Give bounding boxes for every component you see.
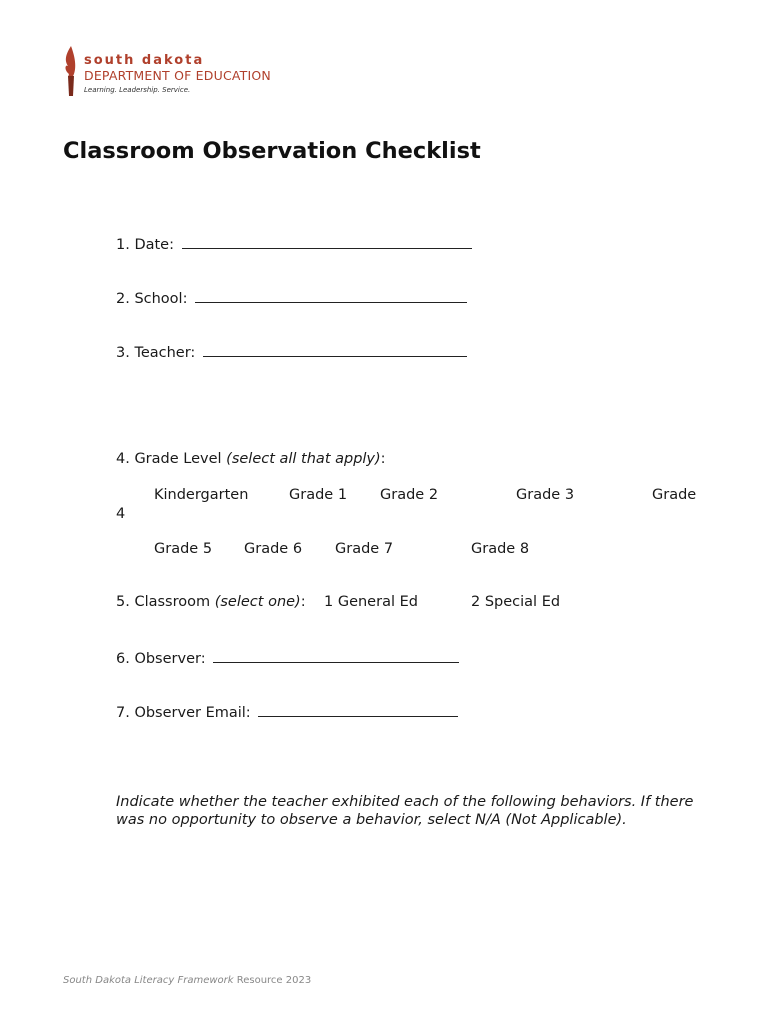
- option-grade-5[interactable]: Grade 5: [154, 541, 213, 557]
- observer-field[interactable]: [213, 648, 459, 663]
- option-grade-4[interactable]: Grade: [652, 487, 697, 503]
- school-row: [116, 288, 467, 308]
- teacher-row: [116, 342, 467, 362]
- classroom-colon: :: [300, 594, 306, 610]
- date-field[interactable]: [182, 234, 472, 249]
- teacher-label: 3. Teacher:: [116, 345, 196, 361]
- teacher-field[interactable]: [203, 342, 467, 357]
- logo-line-1: south dakota: [84, 53, 205, 68]
- grade-level-colon: :: [380, 451, 386, 467]
- school-field[interactable]: [195, 288, 467, 303]
- option-grade-4-number[interactable]: 4: [116, 506, 126, 522]
- footer: [63, 975, 311, 986]
- observer-email-label: 7. Observer Email:: [116, 705, 251, 721]
- observer-email-row: [116, 702, 458, 722]
- school-label: 2. School:: [116, 291, 188, 307]
- option-general-ed[interactable]: 1 General Ed: [324, 594, 418, 610]
- grade-level-label: 4. Grade Level: [116, 451, 227, 467]
- option-grade-1[interactable]: Grade 1: [289, 487, 348, 503]
- option-special-ed[interactable]: 2 Special Ed: [471, 594, 561, 610]
- classroom-label: 5. Classroom: [116, 594, 215, 610]
- page-title: Classroom Observation Checklist: [63, 138, 481, 164]
- logo-tagline: Learning. Leadership. Service.: [84, 86, 191, 94]
- grade-level-hint: (select all that apply): [226, 451, 381, 467]
- footer-framework: South Dakota Literacy Framework: [63, 975, 234, 986]
- grade-level-row: [116, 450, 386, 468]
- observer-label: 6. Observer:: [116, 651, 206, 667]
- option-grade-2[interactable]: Grade 2: [380, 487, 439, 503]
- option-grade-6[interactable]: Grade 6: [244, 541, 303, 557]
- sd-doe-logo: [62, 44, 302, 98]
- footer-resource: Resource 2023: [233, 975, 312, 986]
- torch-flame-icon: [62, 44, 80, 98]
- observer-row: [116, 648, 459, 668]
- logo-line-2: DEPARTMENT OF EDUCATION: [84, 68, 271, 83]
- date-row: [116, 234, 472, 254]
- classroom-hint: (select one): [214, 594, 301, 610]
- option-kindergarten[interactable]: Kindergarten: [154, 487, 249, 503]
- instructions-text: Indicate whether the teacher exhibited each of the following behaviors. If there was no opportunity to observe a behavior, select N/A (Not Applicable).: [116, 794, 694, 828]
- observer-email-field[interactable]: [258, 702, 458, 717]
- option-grade-3[interactable]: Grade 3: [516, 487, 575, 503]
- date-label: 1. Date:: [116, 237, 174, 253]
- classroom-row: [116, 593, 306, 611]
- option-grade-7[interactable]: Grade 7: [335, 541, 394, 557]
- option-grade-8[interactable]: Grade 8: [471, 541, 530, 557]
